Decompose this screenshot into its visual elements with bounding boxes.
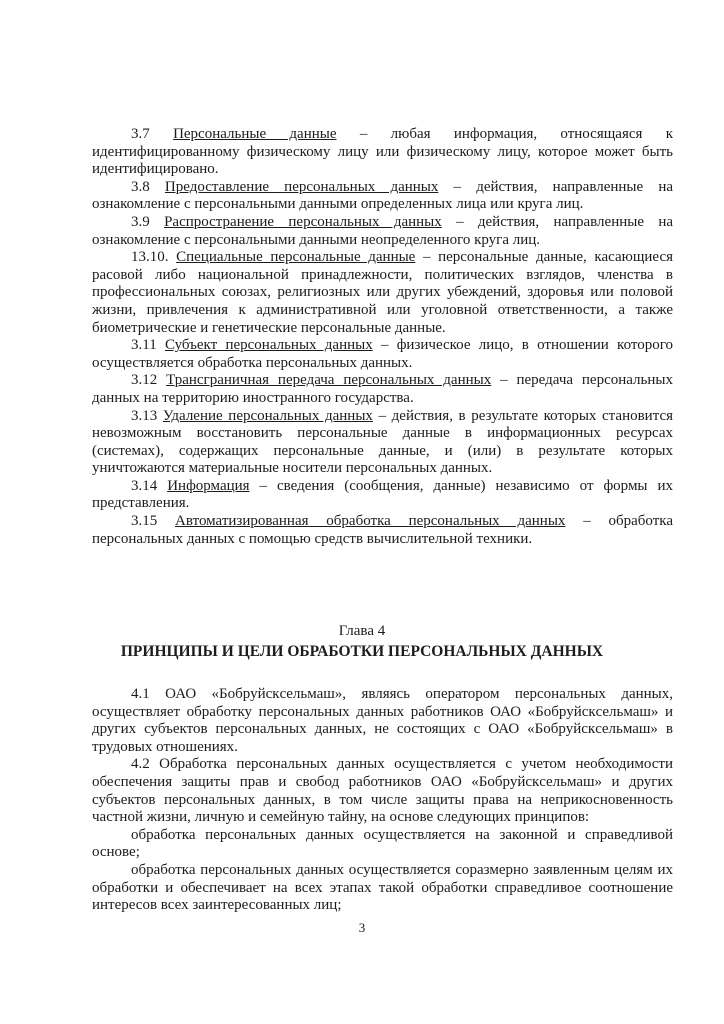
definitions-section <box>92 126 673 548</box>
definition-number: 3.14 <box>131 477 158 494</box>
definition-3-15 <box>92 513 673 548</box>
principles-section <box>92 686 673 915</box>
definition-text: – действия, направленные на ознакомление с персональными данными определенных лица или круга лиц. <box>92 178 674 213</box>
definition-term: Удаление персональных данных <box>162 407 373 424</box>
definition-term: Персональные данные <box>173 126 337 142</box>
definition-number: 3.9 <box>131 213 150 230</box>
definition-text: – действия, направленные на ознакомление с персональными данными неопределенного круга лиц. <box>92 213 674 248</box>
definition-term: Распространение персональных данных <box>164 213 442 230</box>
definition-3-14 <box>92 478 673 513</box>
chapter-title: ПРИНЦИПЫ И ЦЕЛИ ОБРАБОТКИ ПЕРСОНАЛЬНЫХ ДАННЫХ <box>120 643 604 660</box>
chapter-number: Глава 4 <box>338 623 386 639</box>
definition-term: Трансграничная передача персональных данных <box>166 372 492 389</box>
definition-number: 3.7 <box>131 126 150 142</box>
definition-text: – сведения (сообщения, данные) независимо от формы их представления. <box>92 477 673 512</box>
definition-term: Информация <box>167 477 250 494</box>
definition-13-10 <box>92 249 673 337</box>
definition-3-12 <box>92 372 673 407</box>
definition-text: – передача персональных данных на территорию иностранного государства. <box>92 372 673 406</box>
definition-text: – обработка персональных данных с помощью средств вычислительной техники. <box>92 513 673 547</box>
definition-text: – любая информация, относящаяся к идентифицированному физическому лицу или физическому лицу, которое может быть идентифицировано. <box>92 126 674 178</box>
definition-3-9 <box>92 214 673 249</box>
definition-text: – действия, в результате которых становится невозможным восстановить персональные данные в информационных ресурсах (системах), содержащих персональные данные, и (или) в результате которых уничтожаются материальные носители персональных данных. <box>92 407 674 477</box>
definition-number: 3.13 <box>131 407 158 424</box>
definition-term: Предоставление персональных данных <box>164 178 439 195</box>
definition-text: – персональные данные, касающиеся расовой либо национальной принадлежности, политических взглядов, членства в профессиональных союзах, религиозных или других убеждений, здоровья или половой жизни, привлечения к административной или уголовной ответственности, а также биометрические и генетические персональные данные. <box>92 249 673 336</box>
definition-3-8 <box>92 179 673 214</box>
definition-3-7 <box>92 126 673 179</box>
principle-paragraph: обработка персональных данных осуществляется соразмерно заявленным целям их обработки и обеспечивает на всех этапах такой обработки справедливое соотношение интересов всех заинтересованных лиц; <box>92 861 673 914</box>
definition-term: Автоматизированная обработка персональных данных <box>175 513 566 530</box>
principle-paragraph: 4.1 ОАО «Бобруйскcельмаш», являясь оператором персональных данных, осуществляет обработку персональных данных работников ОАО «Бобруйскcельмаш» и других субъектов персональных данных, не состоящих с ОАО «Бобруйскcельмаш» в трудовых отношениях. <box>92 686 673 755</box>
definition-term: Субъект персональных данных <box>164 337 373 354</box>
definition-number: 3.8 <box>131 178 150 195</box>
definition-3-11 <box>92 337 673 372</box>
definition-term: Специальные персональные данные <box>176 249 416 266</box>
definition-number: 3.12 <box>131 372 158 389</box>
principle-paragraph: обработка персональных данных осуществляется на законной и справедливой основе; <box>92 826 673 861</box>
definition-number: 13.10. <box>131 249 169 266</box>
definition-text: – физическое лицо, в отношении которого осуществляется обработка персональных данных. <box>92 337 674 371</box>
principle-paragraph: 4.2 Обработка персональных данных осуществляется с учетом необходимости обеспечения защиты прав и свобод работников ОАО «Бобруйскcельмаш» и других субъектов персональных данных, в том числе защиты права на неприкосновенность частной жизни, личную и семейную тайну, на основе следующих принципов: <box>92 756 673 826</box>
page-number: 3 <box>358 920 366 935</box>
definition-3-13 <box>92 408 673 478</box>
definition-number: 3.15 <box>131 513 158 530</box>
definition-number: 3.11 <box>131 337 157 354</box>
